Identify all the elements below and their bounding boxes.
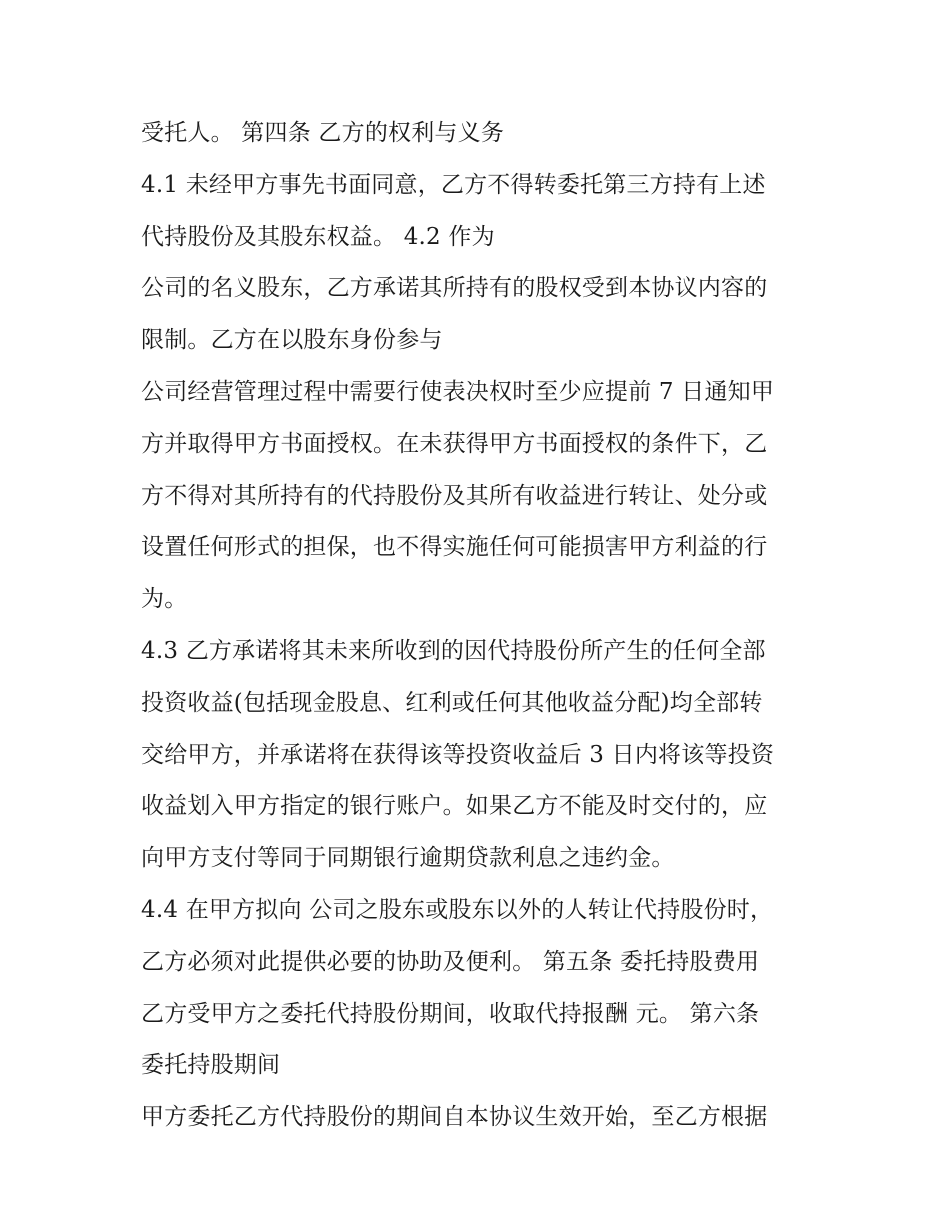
text-line: 4.3 乙方承诺将其未来所收到的因代持股份所产生的任何全部 (141, 637, 766, 664)
text-line: 4.4 在甲方拟向 公司之股东或股东以外的人转让代持股份时， (141, 896, 774, 923)
text-line: 限制。乙方在以股东身份参与 (141, 327, 443, 354)
text-line: 为。 (141, 586, 188, 613)
text-line: 乙方必须对此提供必要的协助及便利。 第五条 委托持股费用 (141, 948, 760, 975)
text-line: 方并取得甲方书面授权。在未获得甲方书面授权的条件下，乙 (141, 430, 768, 457)
text-line: 甲方委托乙方代持股份的期间自本协议生效开始，至乙方根据 (141, 1104, 768, 1131)
text-line: 收益划入甲方指定的银行账户。如果乙方不能及时交付的，应 (141, 793, 768, 820)
text-line: 委托持股期间 (141, 1052, 281, 1079)
text-line: 投资收益(包括现金股息、红利或任何其他收益分配)均全部转 (141, 689, 763, 716)
document-body (141, 108, 821, 1144)
text-line: 代持股份及其股东权益。 4.2 作为 (141, 223, 495, 250)
text-line: 方不得对其所持有的代持股份及其所有收益进行转让、处分或 (141, 482, 768, 509)
text-line: 设置任何形式的担保，也不得实施任何可能损害甲方利益的行 (141, 534, 768, 561)
text-line: 4.1 未经甲方事先书面同意，乙方不得转委托第三方持有上述 (141, 171, 766, 198)
text-line: 公司经营管理过程中需要行使表决权时至少应提前 7 日通知甲 (141, 378, 775, 405)
text-line: 乙方受甲方之委托代持股份期间，收取代持报酬 元。 第六条 (141, 1000, 760, 1027)
text-line: 公司的名义股东，乙方承诺其所持有的股权受到本协议内容的 (141, 275, 768, 302)
text-line: 受托人。 第四条 乙方的权利与义务 (141, 120, 505, 146)
text-line: 交给甲方，并承诺将在获得该等投资收益后 3 日内将该等投资 (141, 741, 775, 768)
text-line: 向甲方支付等同于同期银行逾期贷款利息之违约金。 (141, 845, 675, 872)
